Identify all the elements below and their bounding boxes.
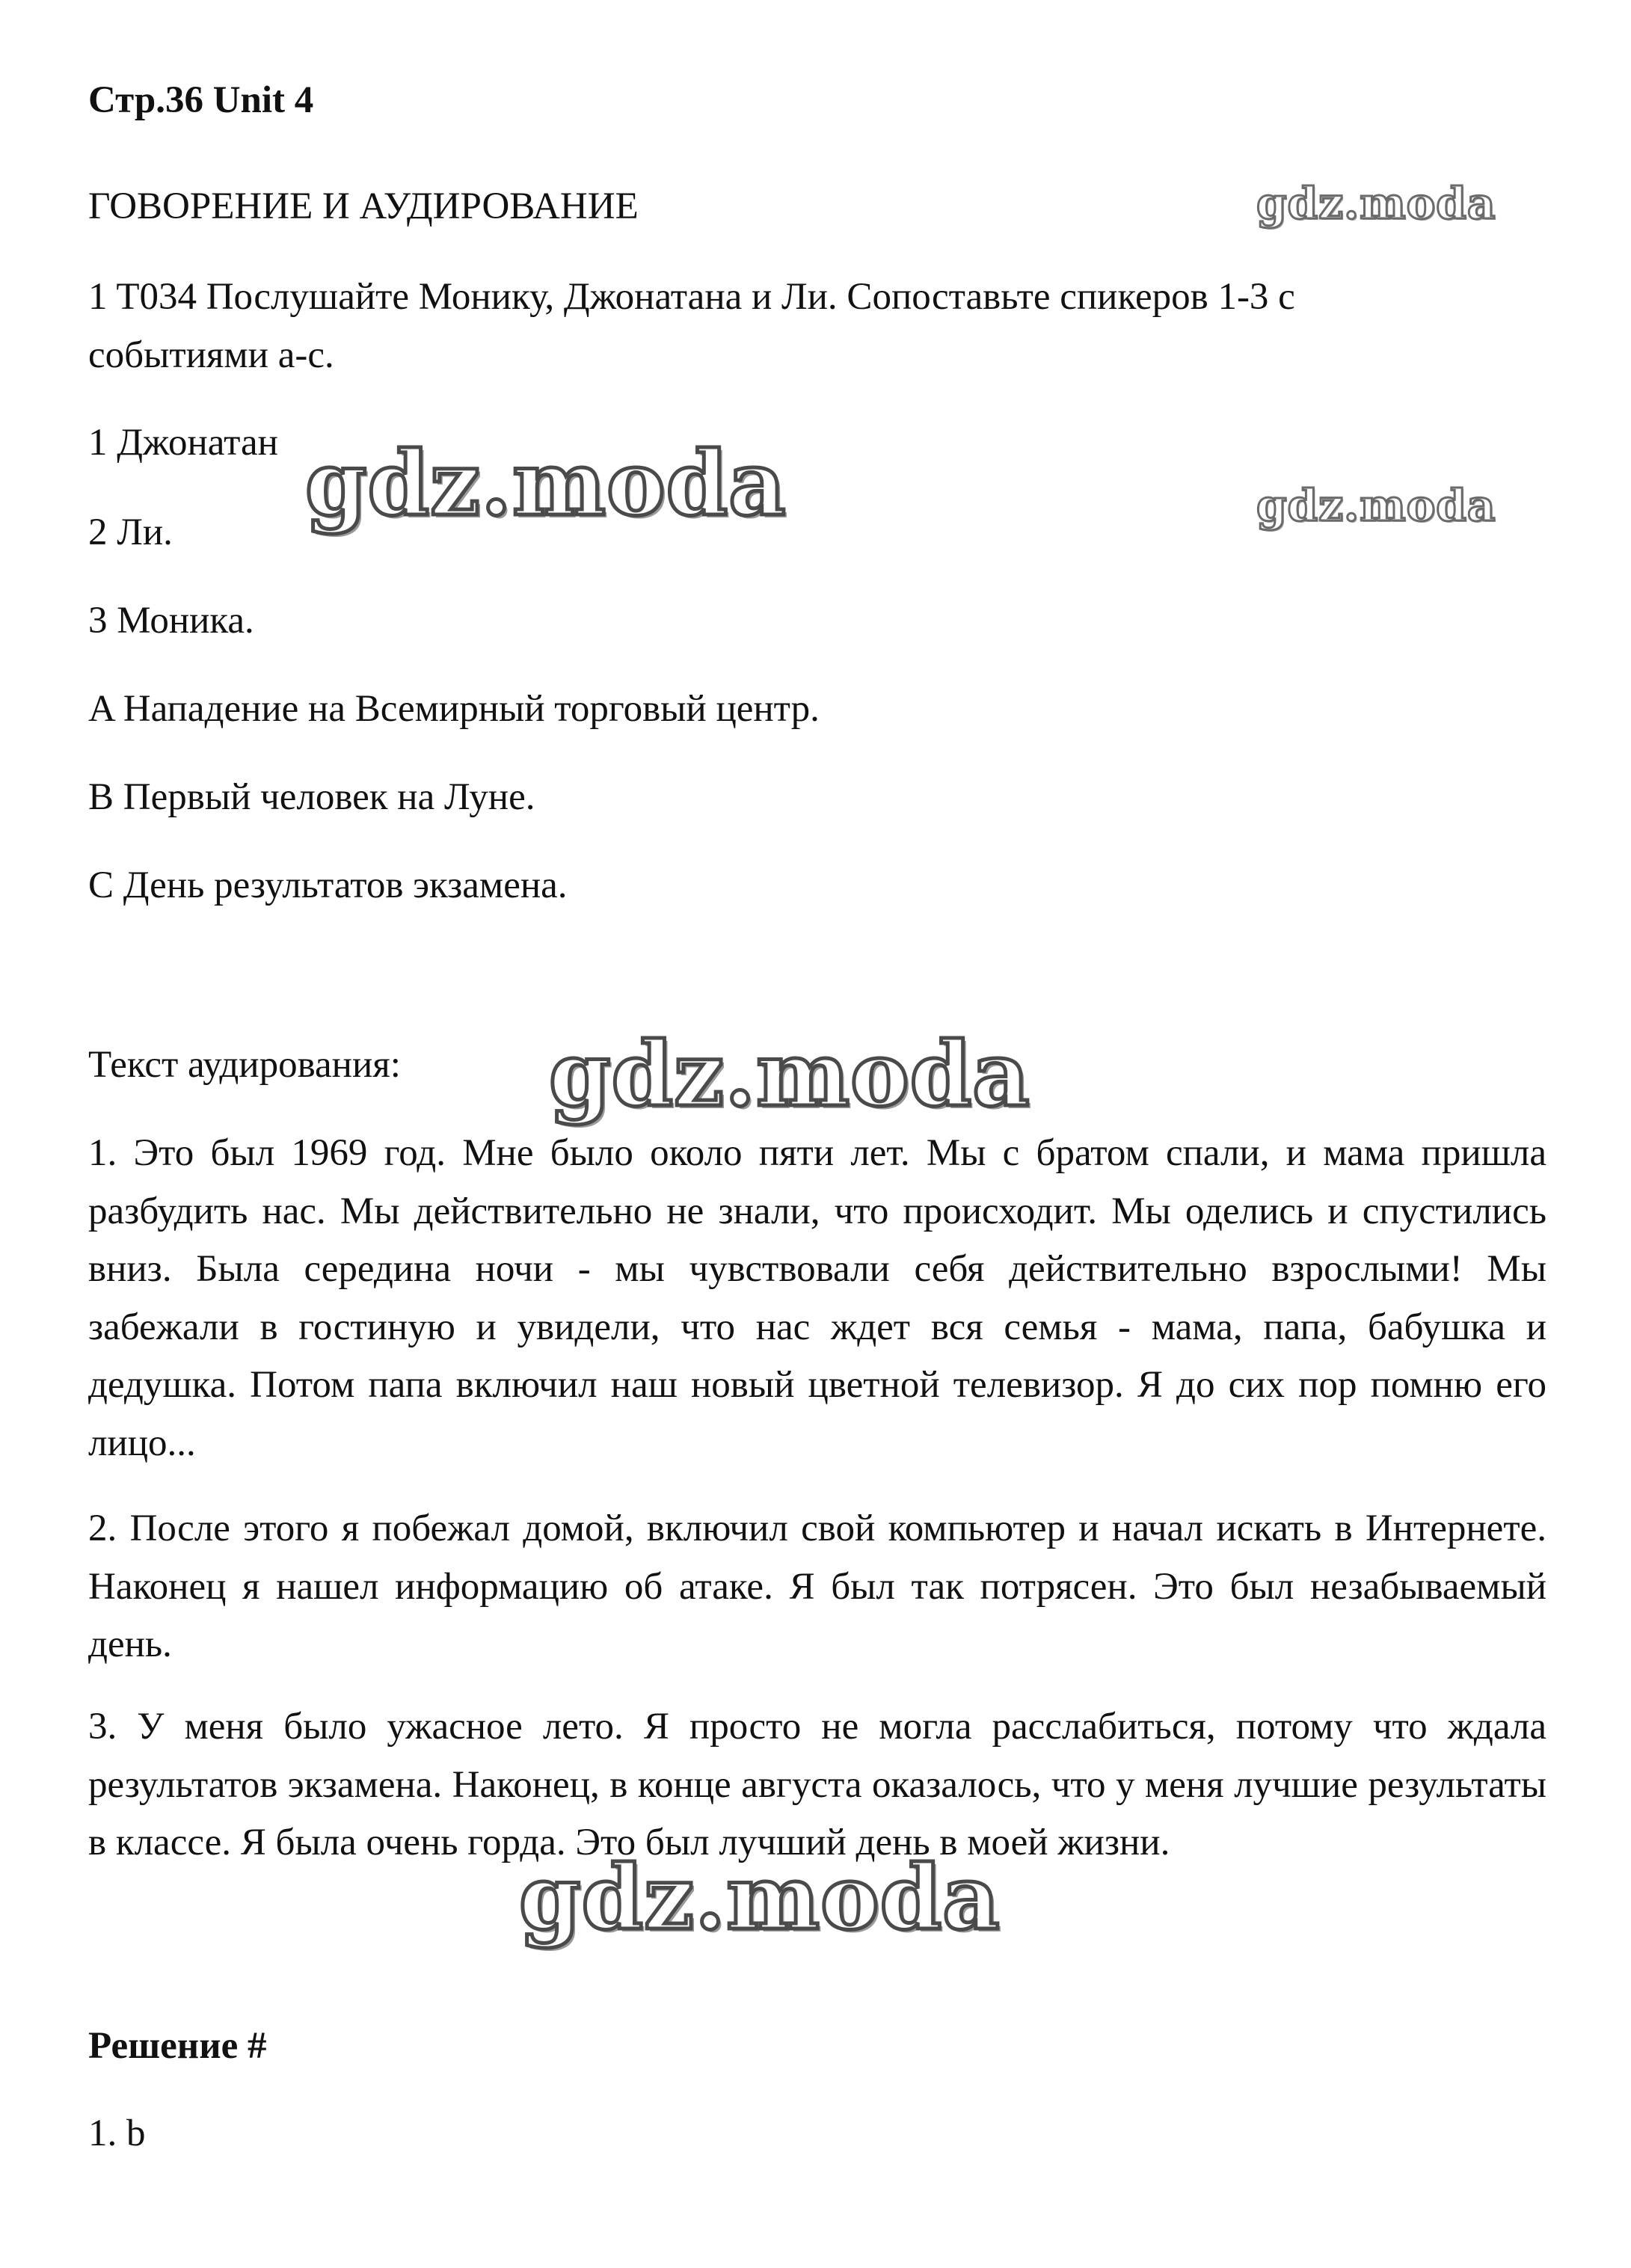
task-instruction-line1: 1 T034 Послушайте Монику, Джонатана и Ли. Сопоставьте спикеров 1-3 с: [88, 276, 1295, 318]
watermark: gdz.moda: [519, 1846, 1001, 1949]
section-title: ГОВОРЕНИЕ И АУДИРОВАНИЕ: [88, 185, 639, 227]
task-instruction: [88, 268, 1546, 384]
listening-paragraph-1: 1. Это был 1969 год. Мне было около пяти лет. Мы с братом спали, и мама пришла разбудить нас. Мы действительно не знали, что происходит. Мы оделись и спустились вниз. Была середина ночи - мы чувствовали себя действительно взрослыми! Мы забежали в гостиную и увидели, что нас ждет вся семья - мама, папа, бабушка и дедушка. Потом папа включил наш новый цветной телевизор. Я до сих пор помню его лицо...: [88, 1132, 1546, 1464]
speaker-item: 3 Моника.: [88, 600, 254, 642]
solution-title: Решение #: [88, 2025, 267, 2067]
solution-answer: 1. b: [88, 2112, 146, 2154]
event-item: C День результатов экзамена.: [88, 864, 568, 906]
speaker-item: 2 Ли.: [88, 511, 173, 553]
watermark: gdz.moda: [305, 431, 787, 535]
event-item: A Нападение на Всемирный торговый центр.: [88, 688, 820, 730]
listening-label: Текст аудирования:: [88, 1044, 401, 1086]
listening-paragraph-3: 3. У меня было ужасное лето. Я просто не могла расслабиться, потому что ждала результатов экзамена. Наконец, в конце августа оказалось, что у меня лучшие результаты в классе. Я была очень горда. Это был лучший день в моей жизни.: [88, 1706, 1546, 1863]
watermark: gdz.moda: [1256, 480, 1496, 531]
page-reference: Стр.36 Unit 4: [88, 79, 314, 121]
watermark: gdz.moda: [1256, 178, 1496, 229]
watermark: gdz.moda: [549, 1022, 1030, 1126]
speaker-item: 1 Джонатан: [88, 422, 278, 464]
listening-paragraph-2: 2. После этого я побежал домой, включил свой компьютер и начал искать в Интернете. Наконец я нашел информацию об атаке. Я был так потрясен. Это был незабываемый день.: [88, 1508, 1546, 1665]
event-item: B Первый человек на Луне.: [88, 776, 535, 818]
task-instruction-line2: событиями a-c.: [88, 334, 334, 376]
